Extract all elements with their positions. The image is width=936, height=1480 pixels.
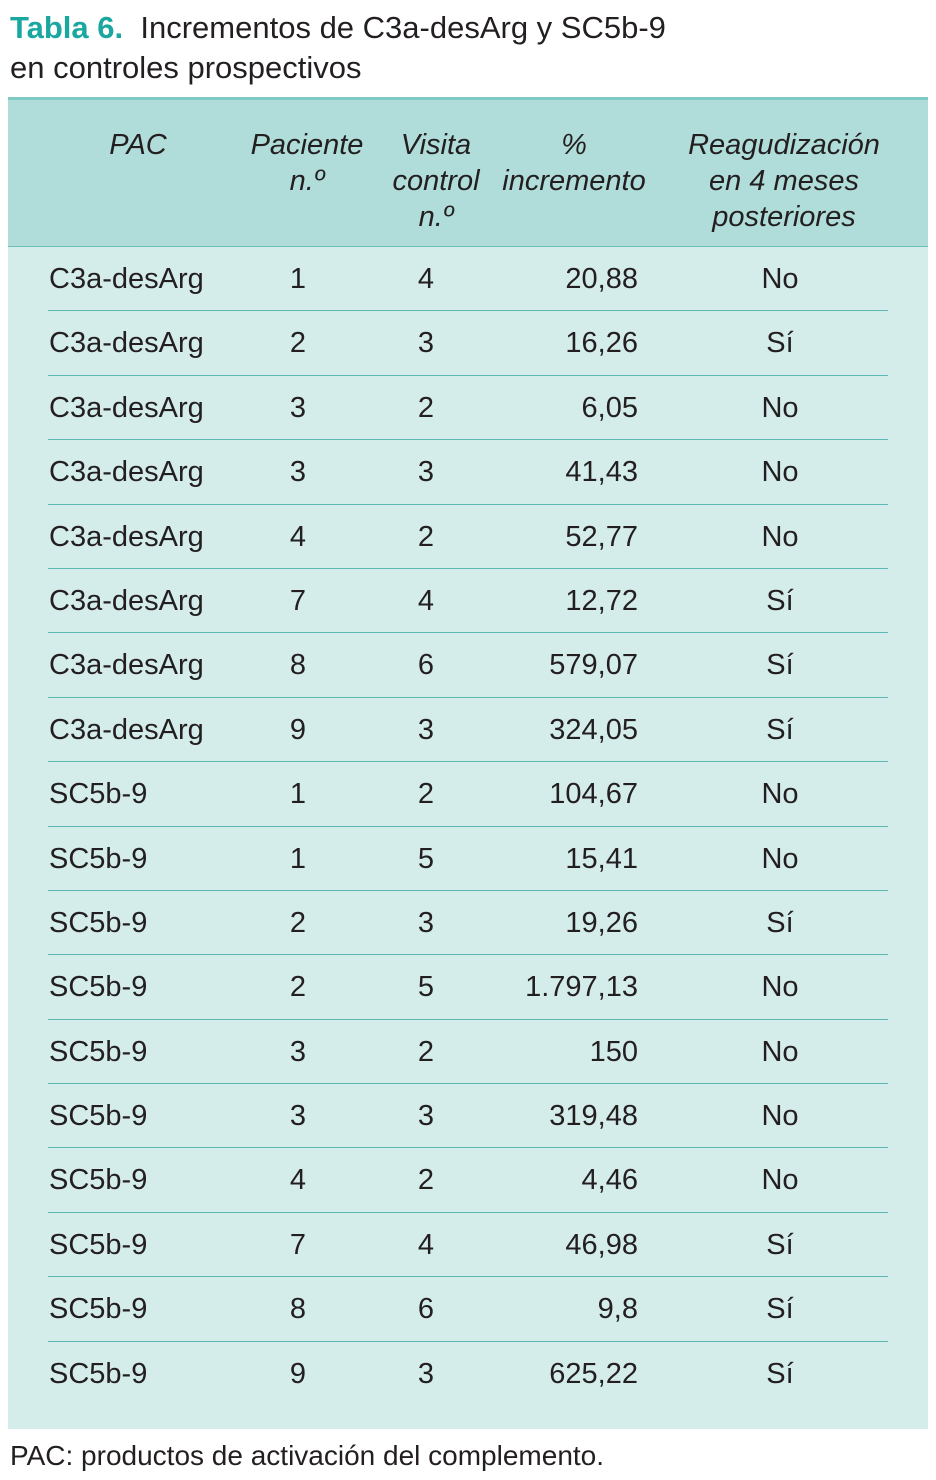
table-row [8,762,928,826]
table-header [8,100,928,247]
table-row [8,1342,928,1406]
cell-pac: C3a-desArg [49,263,204,295]
cell-paciente: 3 [289,1035,307,1068]
cell-incremento: 12,72 [565,584,638,617]
header-incremento: % incremento [502,129,646,197]
cell-paciente: 8 [289,1293,307,1326]
cell-incremento: 16,26 [565,327,638,360]
cell-visita: 2 [417,391,435,424]
cell-pac: SC5b-9 [49,778,148,811]
cell-visita: 5 [417,842,435,875]
cell-paciente: 3 [289,391,307,424]
cell-reagudizacion: No [761,1035,799,1068]
table-row [8,633,928,697]
table-title [10,8,926,88]
cell-reagudizacion: Sí [766,906,794,939]
cell-incremento: 1.797,13 [525,971,638,1004]
cell-paciente: 8 [289,649,307,682]
cell-reagudizacion: No [761,263,799,295]
table-row [8,247,928,311]
cell-visita: 2 [417,1035,435,1068]
cell-incremento: 20,88 [565,263,638,295]
cell-incremento: 6,05 [581,391,638,424]
cell-pac: SC5b-9 [49,906,148,939]
cell-paciente: 2 [289,906,307,939]
table-row [8,891,928,955]
cell-pac: SC5b-9 [49,971,148,1004]
table-row [8,1148,928,1212]
cell-visita: 3 [417,456,435,489]
cell-pac: SC5b-9 [49,842,148,875]
cell-paciente: 9 [289,1357,307,1390]
data-table [8,97,928,1429]
cell-visita: 3 [417,713,435,746]
cell-visita: 3 [417,1357,435,1390]
cell-paciente: 4 [289,520,307,553]
table-row [8,955,928,1019]
cell-paciente: 1 [289,263,307,295]
cell-incremento: 41,43 [565,456,638,489]
cell-incremento: 52,77 [565,520,638,553]
table-title-line-2: en controles prospectivos [10,50,362,85]
table-row [8,1084,928,1148]
table-row [8,376,928,440]
header-pac: PAC [109,129,167,161]
cell-pac: SC5b-9 [49,1164,148,1197]
cell-paciente: 3 [289,456,307,489]
cell-incremento: 4,46 [581,1164,638,1197]
cell-pac: C3a-desArg [49,584,204,617]
cell-incremento: 15,41 [565,842,638,875]
cell-pac: SC5b-9 [49,1228,148,1261]
cell-pac: SC5b-9 [49,1035,148,1068]
cell-paciente: 4 [289,1164,307,1197]
cell-visita: 2 [417,1164,435,1197]
cell-reagudizacion: Sí [766,327,794,360]
cell-visita: 6 [417,649,435,682]
table-row [8,698,928,762]
cell-visita: 2 [417,520,435,553]
cell-reagudizacion: No [761,520,799,553]
cell-paciente: 3 [289,1100,307,1133]
cell-reagudizacion: No [761,456,799,489]
cell-reagudizacion: Sí [766,1293,794,1326]
cell-incremento: 625,22 [549,1357,638,1390]
header-visita-control: Visita control n.º [392,129,480,233]
cell-incremento: 319,48 [549,1100,638,1133]
cell-visita: 4 [417,1228,435,1261]
cell-incremento: 579,07 [549,649,638,682]
cell-paciente: 2 [289,971,307,1004]
table-title-line-1: Incrementos de C3a-desArg y SC5b-9 [140,10,666,45]
cell-pac: SC5b-9 [49,1100,148,1133]
cell-reagudizacion: No [761,391,799,424]
cell-incremento: 46,98 [565,1228,638,1261]
cell-visita: 3 [417,1100,435,1133]
cell-paciente: 7 [289,584,307,617]
cell-visita: 4 [417,584,435,617]
cell-pac: C3a-desArg [49,327,204,360]
cell-reagudizacion: No [761,971,799,1004]
table-row [8,311,928,375]
cell-visita: 2 [417,778,435,811]
cell-reagudizacion: No [761,1164,799,1197]
cell-reagudizacion: Sí [766,584,794,617]
cell-pac: C3a-desArg [49,391,204,424]
cell-reagudizacion: Sí [766,649,794,682]
cell-visita: 4 [417,263,435,295]
table-row [8,505,928,569]
cell-incremento: 104,67 [549,778,638,811]
table-row [8,440,928,504]
cell-paciente: 1 [289,842,307,875]
cell-visita: 3 [417,327,435,360]
table-row [8,827,928,891]
table-body [8,247,928,1406]
cell-paciente: 9 [289,713,307,746]
cell-reagudizacion: Sí [766,713,794,746]
cell-reagudizacion: No [761,778,799,811]
cell-pac: C3a-desArg [49,713,204,746]
cell-pac: C3a-desArg [49,456,204,489]
table-number-label: Tabla 6. [10,10,124,45]
cell-incremento: 9,8 [597,1293,638,1326]
table-row [8,1277,928,1341]
header-paciente: Paciente n.º [250,129,364,197]
cell-pac: C3a-desArg [49,649,204,682]
table-row [8,569,928,633]
cell-reagudizacion: No [761,1100,799,1133]
table-footnote: PAC: productos de activación del complemento. [10,1440,605,1471]
cell-paciente: 2 [289,327,307,360]
cell-pac: C3a-desArg [49,520,204,553]
cell-reagudizacion: Sí [766,1357,794,1390]
cell-paciente: 1 [289,778,307,811]
cell-incremento: 19,26 [565,906,638,939]
cell-reagudizacion: No [761,842,799,875]
cell-pac: SC5b-9 [49,1293,148,1326]
cell-incremento: 324,05 [549,713,638,746]
cell-reagudizacion: Sí [766,1228,794,1261]
header-reagudizacion: Reagudización en 4 meses posteriores [688,129,880,233]
cell-visita: 5 [417,971,435,1004]
table-row [8,1020,928,1084]
cell-visita: 3 [417,906,435,939]
cell-paciente: 7 [289,1228,307,1261]
table-row [8,1213,928,1277]
cell-incremento: 150 [589,1035,638,1068]
cell-pac: SC5b-9 [49,1357,148,1390]
cell-visita: 6 [417,1293,435,1326]
